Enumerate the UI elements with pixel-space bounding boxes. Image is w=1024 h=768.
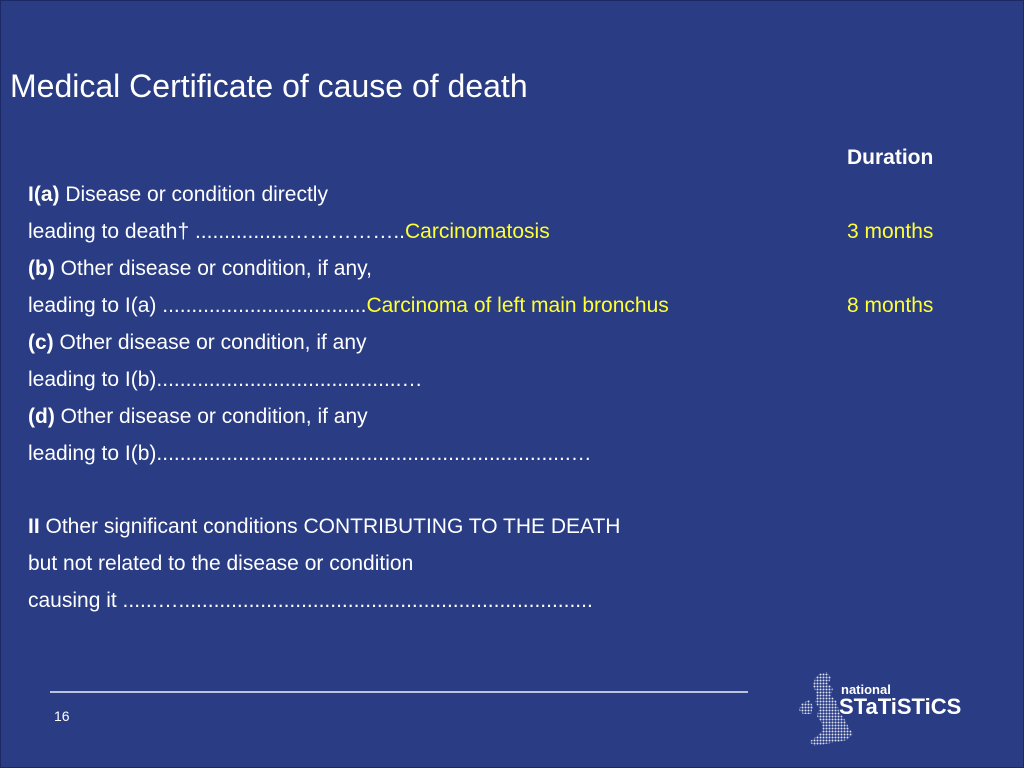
footer-divider	[50, 691, 748, 693]
slide-title: Medical Certificate of cause of death	[10, 68, 528, 104]
part1-d-line: leading to I(b).......................................................................…	[28, 442, 592, 465]
part1-c-heading	[28, 329, 367, 357]
part2-label: II	[28, 515, 40, 538]
part1-d-text: Other disease or condition, if any	[54, 405, 368, 428]
part1-a-entry	[28, 218, 550, 246]
part1-b-entry	[28, 292, 669, 320]
part1-a-text: Disease or condition directly	[59, 183, 328, 206]
part2-heading	[28, 513, 620, 541]
part1-d-heading	[28, 403, 368, 431]
part1-a-heading	[28, 181, 328, 209]
part1-c-label: (c)	[28, 331, 54, 354]
part1-a-label: I(a)	[28, 183, 60, 206]
part1-b-text: Other disease or condition, if any,	[54, 257, 372, 280]
part1-b-label: (b)	[28, 257, 55, 280]
logo-text-national: national	[841, 682, 891, 697]
logo-text-statistics: STaTiSTiCS	[839, 694, 962, 719]
part1-c-text: Other disease or condition, if any	[53, 331, 367, 354]
part1-c-line: leading to I(b)..........................................…	[28, 368, 423, 391]
part1-a-line-prefix: leading to death† ................……………..	[28, 220, 405, 243]
part1-a-cause: Carcinomatosis	[405, 220, 550, 243]
part1-b-heading	[28, 255, 372, 283]
duration-header: Duration	[847, 146, 934, 169]
part2-line2: but not related to the disease or condition	[28, 552, 414, 575]
part2-line3: causing it ......….......................................................................	[28, 589, 593, 612]
part2-text: Other significant conditions CONTRIBUTING TO THE DEATH	[39, 515, 621, 538]
part1-b-cause: Carcinoma of left main bronchus	[366, 294, 669, 317]
part1-b-duration: 8 months	[847, 294, 934, 317]
part1-d-label: (d)	[28, 405, 55, 428]
page-number: 16	[54, 708, 70, 724]
national-statistics-logo	[795, 670, 995, 750]
part1-a-duration: 3 months	[847, 220, 934, 243]
part1-b-line-prefix: leading to I(a) ...................................	[28, 294, 367, 317]
